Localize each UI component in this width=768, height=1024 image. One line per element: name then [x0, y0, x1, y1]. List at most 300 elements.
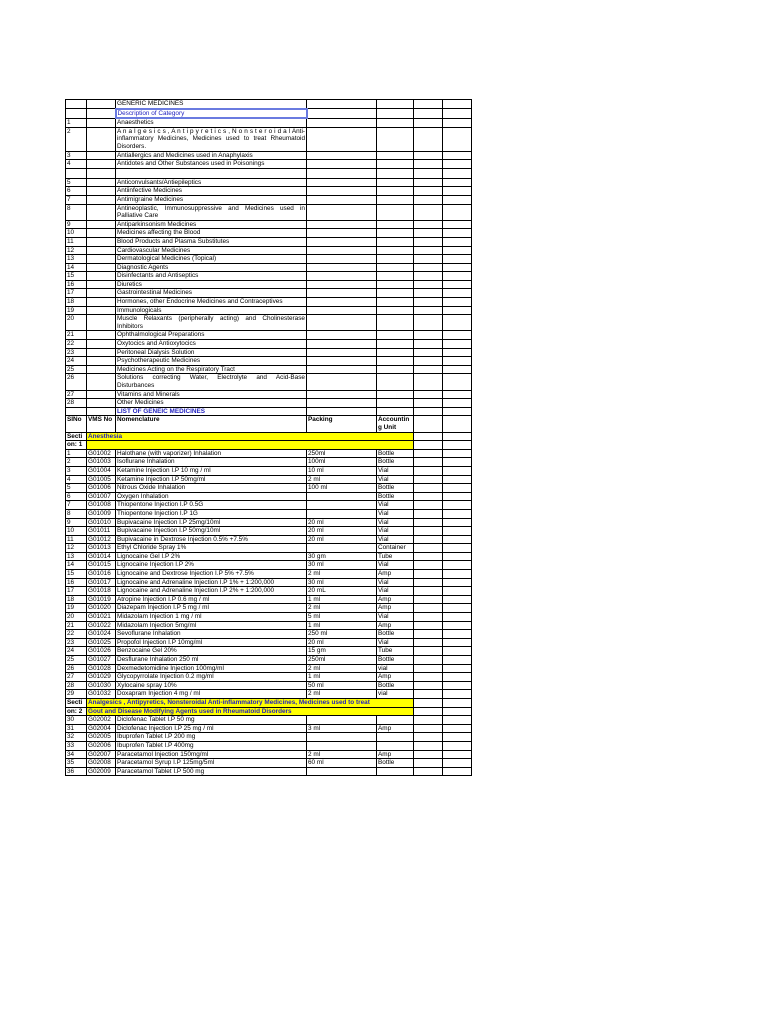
medicine-vms-no: G01004 — [87, 466, 116, 475]
cell — [87, 229, 116, 238]
medicine-row — [66, 759, 472, 768]
cell — [87, 255, 116, 264]
cell — [443, 492, 472, 501]
medicine-unit — [377, 716, 414, 725]
cell — [307, 229, 377, 238]
cell — [414, 306, 443, 315]
medicine-unit: Bottle — [377, 681, 414, 690]
medicine-row — [66, 741, 472, 750]
category-row — [66, 220, 472, 229]
category-number: 8 — [66, 204, 87, 220]
cell — [87, 118, 116, 127]
section-label-bottom: on: 2 — [66, 707, 87, 716]
cell — [377, 298, 414, 307]
category-name: Vitamins and Minerals — [116, 390, 307, 399]
category-number: 10 — [66, 229, 87, 238]
cell — [414, 707, 443, 716]
cell — [414, 595, 443, 604]
medicine-vms-no: G01013 — [87, 544, 116, 553]
medicine-nomenclature: Midazolam Injection 1 mg / ml — [116, 613, 307, 622]
cell — [66, 109, 87, 119]
cell — [443, 733, 472, 742]
category-name: A n a l g e s i c s , A n t i p y r e t i c s , N o n s t e r o i d a l Anti-inflammatory Medicines, Medicines used to treat Rheumatoid Disorders. — [117, 127, 305, 150]
medicine-row — [66, 595, 472, 604]
category-row — [66, 118, 472, 127]
medicine-row — [66, 570, 472, 579]
medicine-packing: 5 ml — [307, 613, 377, 622]
cell — [377, 246, 414, 255]
list-heading: LIST OF GENEIC MEDICINES — [116, 407, 307, 416]
medicine-packing: 100ml — [307, 458, 377, 467]
cell — [414, 458, 443, 467]
category-name: Blood Products and Plasma Substitutes — [116, 237, 307, 246]
cell — [377, 348, 414, 357]
cell — [443, 187, 472, 196]
cell — [87, 178, 116, 187]
cell — [87, 289, 116, 298]
cell — [87, 246, 116, 255]
cell — [87, 348, 116, 357]
category-row — [66, 399, 472, 408]
cell — [414, 298, 443, 307]
cell — [443, 724, 472, 733]
medicine-nomenclature: Sevoflurane Inhalation — [116, 630, 307, 639]
cell — [443, 458, 472, 467]
medicine-unit: Container — [377, 544, 414, 553]
cell — [443, 767, 472, 776]
category-number: 16 — [66, 280, 87, 289]
category-row — [66, 280, 472, 289]
cell — [443, 630, 472, 639]
cell — [443, 306, 472, 315]
medicine-sino: 5 — [66, 484, 87, 493]
cell — [443, 280, 472, 289]
cell — [414, 246, 443, 255]
medicine-nomenclature: Paracetamol Injection 150mg/ml — [116, 750, 307, 759]
medicine-nomenclature: Diclofenac Injection I.P 25 mg / ml — [116, 724, 307, 733]
cell — [443, 109, 472, 119]
medicine-vms-no: G01018 — [87, 587, 116, 596]
cell — [307, 255, 377, 264]
cell — [414, 365, 443, 374]
cell — [377, 331, 414, 340]
cell — [443, 315, 472, 331]
cell — [443, 348, 472, 357]
cell — [414, 664, 443, 673]
cell — [414, 767, 443, 776]
medicine-vms-no: G01015 — [87, 561, 116, 570]
cell — [443, 750, 472, 759]
cell — [307, 178, 377, 187]
cell — [414, 681, 443, 690]
medicine-unit: Vial — [377, 613, 414, 622]
cell — [414, 187, 443, 196]
category-row — [66, 178, 472, 187]
cell — [443, 664, 472, 673]
medicine-unit: Vial — [377, 587, 414, 596]
cell — [377, 390, 414, 399]
medicine-unit: Bottle — [377, 484, 414, 493]
cell — [443, 246, 472, 255]
medicine-unit: Bottle — [377, 759, 414, 768]
cell — [377, 306, 414, 315]
cell — [377, 195, 414, 204]
category-row — [66, 127, 472, 151]
cell — [443, 613, 472, 622]
medicine-packing: 2 ml — [307, 475, 377, 484]
cell — [414, 229, 443, 238]
cell — [414, 475, 443, 484]
medicine-nomenclature: Thiopentone Injection I.P 0.5G — [116, 501, 307, 510]
cell — [414, 690, 443, 699]
category-name: Medicines affecting the Blood — [116, 229, 307, 238]
cell — [414, 118, 443, 127]
medicine-nomenclature: Lignocaine and Adrenaline Injection I.P 1% + 1:200,000 — [116, 578, 307, 587]
cell — [307, 109, 377, 119]
cell — [443, 229, 472, 238]
category-name: Antineoplastic, Immunosuppressive and Medicines used in Palliative Care — [117, 204, 305, 220]
cell — [414, 527, 443, 536]
cell — [414, 280, 443, 289]
medicine-sino: 2 — [66, 458, 87, 467]
col-nomenclature: Nomenclature — [116, 416, 307, 432]
cell — [414, 127, 443, 151]
cell — [414, 204, 443, 220]
section-subtitle-row — [66, 441, 472, 450]
category-name: Medicines Acting on the Respiratory Tract — [116, 365, 307, 374]
header-row — [66, 100, 472, 109]
cell — [377, 272, 414, 281]
category-name: Cardiovascular Medicines — [116, 246, 307, 255]
medicine-vms-no: G01003 — [87, 458, 116, 467]
medicine-sino: 14 — [66, 561, 87, 570]
cell — [87, 237, 116, 246]
medicine-packing: 20 ml — [307, 638, 377, 647]
category-heading: Description of Category — [116, 109, 307, 119]
cell — [377, 280, 414, 289]
medicine-nomenclature: Diazepam Injection I.P 5 mg / ml — [116, 604, 307, 613]
cell — [443, 340, 472, 349]
cell — [87, 195, 116, 204]
medicine-row — [66, 690, 472, 699]
cell — [414, 237, 443, 246]
cell — [443, 527, 472, 536]
medicine-unit — [377, 741, 414, 750]
medicine-vms-no: G01014 — [87, 552, 116, 561]
cell — [377, 407, 414, 416]
medicine-vms-no: G01007 — [87, 492, 116, 501]
category-number: 9 — [66, 220, 87, 229]
medicine-nomenclature: Glycopyrrolate Injection 0.2 mg/ml — [116, 673, 307, 682]
category-number: 5 — [66, 178, 87, 187]
medicine-packing: 2 ml — [307, 750, 377, 759]
cell — [443, 204, 472, 220]
category-name: Antimigraine Medicines — [116, 195, 307, 204]
medicine-nomenclature: Benzocaine Gel 20% — [116, 647, 307, 656]
medicine-unit: vial — [377, 664, 414, 673]
cell — [414, 160, 443, 169]
cell — [414, 441, 443, 450]
cell — [414, 647, 443, 656]
medicine-vms-no: G01024 — [87, 630, 116, 639]
medicine-sino: 24 — [66, 647, 87, 656]
category-name: Psychotherapeutic Medicines — [116, 357, 307, 366]
medicine-packing: 10 ml — [307, 466, 377, 475]
medicine-vms-no: G01005 — [87, 475, 116, 484]
category-row — [66, 160, 472, 169]
medicine-unit: Tube — [377, 552, 414, 561]
category-number: 25 — [66, 365, 87, 374]
cell — [414, 331, 443, 340]
col-sino: SINo — [66, 416, 87, 432]
cell — [377, 168, 414, 178]
medicine-row — [66, 647, 472, 656]
medicine-row — [66, 767, 472, 776]
cell — [443, 535, 472, 544]
section-subtitle — [87, 441, 414, 450]
cell — [307, 331, 377, 340]
medicine-vms-no: G01019 — [87, 595, 116, 604]
cell — [87, 399, 116, 408]
medicine-unit: Tube — [377, 647, 414, 656]
medicine-sino: 12 — [66, 544, 87, 553]
medicine-packing: 30 gm — [307, 552, 377, 561]
medicine-nomenclature: Desflurane Inhalation 250 ml — [116, 656, 307, 665]
cell — [307, 340, 377, 349]
cell — [443, 331, 472, 340]
medicine-packing: 1 ml — [307, 673, 377, 682]
cell — [87, 315, 116, 331]
medicine-sino: 21 — [66, 621, 87, 630]
cell — [414, 289, 443, 298]
medicine-packing: 30 ml — [307, 561, 377, 570]
category-name: Antidotes and Other Substances used in Poisonings — [116, 160, 307, 169]
cell — [414, 561, 443, 570]
cell — [87, 151, 116, 160]
medicine-vms-no: G02006 — [87, 741, 116, 750]
cell — [414, 501, 443, 510]
cell — [307, 357, 377, 366]
medicine-row — [66, 656, 472, 665]
medicine-packing — [307, 767, 377, 776]
category-row — [66, 187, 472, 196]
cell — [87, 272, 116, 281]
medicine-sino: 36 — [66, 767, 87, 776]
cell — [414, 492, 443, 501]
cell — [87, 390, 116, 399]
category-name: Antiparkinsonism Medicines — [116, 220, 307, 229]
medicine-vms-no: G01008 — [87, 501, 116, 510]
medicine-vms-no: G01028 — [87, 664, 116, 673]
cell — [87, 160, 116, 169]
category-name: Oxytocics and Antioxytocics — [116, 340, 307, 349]
medicine-sino: 27 — [66, 673, 87, 682]
cell — [414, 621, 443, 630]
list-heading-row — [66, 407, 472, 416]
medicine-nomenclature: Oxygen Inhalation — [116, 492, 307, 501]
medicine-unit: Vial — [377, 535, 414, 544]
cell — [414, 673, 443, 682]
cell — [377, 315, 414, 331]
cell — [414, 449, 443, 458]
medicine-vms-no: G02007 — [87, 750, 116, 759]
medicine-row — [66, 484, 472, 493]
medicine-sino: 6 — [66, 492, 87, 501]
category-row — [66, 237, 472, 246]
category-row — [66, 331, 472, 340]
cell — [443, 298, 472, 307]
category-row — [66, 195, 472, 204]
cell — [414, 587, 443, 596]
medicine-sino: 13 — [66, 552, 87, 561]
medicine-vms-no: G02002 — [87, 716, 116, 725]
cell — [377, 204, 414, 220]
medicine-vms-no: G01020 — [87, 604, 116, 613]
cell — [414, 315, 443, 331]
section-label-bottom: on: 1 — [66, 441, 87, 450]
medicine-row — [66, 664, 472, 673]
cell — [443, 441, 472, 450]
cell — [307, 195, 377, 204]
cell — [87, 340, 116, 349]
medicine-unit: Amp — [377, 570, 414, 579]
medicine-packing: 2 ml — [307, 604, 377, 613]
cell — [443, 656, 472, 665]
cell — [443, 160, 472, 169]
cell — [307, 151, 377, 160]
cell — [414, 432, 443, 441]
medicine-nomenclature: Midazolam Injection 5mg/ml — [116, 621, 307, 630]
category-row — [66, 272, 472, 281]
medicine-row — [66, 492, 472, 501]
medicine-sino: 7 — [66, 501, 87, 510]
medicine-sino: 30 — [66, 716, 87, 725]
cell — [414, 263, 443, 272]
medicine-unit: Amp — [377, 724, 414, 733]
category-row — [66, 306, 472, 315]
medicine-sino: 29 — [66, 690, 87, 699]
cell — [443, 466, 472, 475]
medicine-nomenclature: Thiopentone Injection I.P 1G — [116, 509, 307, 518]
category-number: 14 — [66, 263, 87, 272]
category-name: Antiinfective Medicines — [116, 187, 307, 196]
medicine-sino: 32 — [66, 733, 87, 742]
medicine-row — [66, 716, 472, 725]
cell — [87, 187, 116, 196]
cell — [443, 416, 472, 432]
medicine-nomenclature: Doxapram Injection 4 mg / ml — [116, 690, 307, 699]
medicine-unit: vial — [377, 690, 414, 699]
medicine-sino: 18 — [66, 595, 87, 604]
cell — [377, 220, 414, 229]
medicine-unit: Vial — [377, 475, 414, 484]
cell — [377, 127, 414, 151]
medicine-vms-no: G01012 — [87, 535, 116, 544]
cell — [443, 407, 472, 416]
category-number: 24 — [66, 357, 87, 366]
category-number: 26 — [66, 374, 87, 390]
medicine-nomenclature: Nitrous Oxide Inhalation — [116, 484, 307, 493]
cell — [443, 178, 472, 187]
cell — [414, 484, 443, 493]
category-name: Other Medicines — [116, 399, 307, 408]
medicine-sino: 19 — [66, 604, 87, 613]
cell — [414, 178, 443, 187]
cell — [307, 407, 377, 416]
cell — [87, 357, 116, 366]
cell — [414, 109, 443, 119]
cell — [414, 348, 443, 357]
medicine-packing — [307, 716, 377, 725]
medicine-nomenclature: Paracetamol Syrup I.P 125mg/5ml — [116, 759, 307, 768]
category-name: Dermatological Medicines (Topical) — [116, 255, 307, 264]
medicine-packing: 20 ml — [307, 535, 377, 544]
medicine-sheet — [65, 99, 472, 776]
cell — [443, 100, 472, 109]
category-row — [66, 151, 472, 160]
medicine-nomenclature: Isoflurane Inhalation — [116, 458, 307, 467]
cell — [414, 544, 443, 553]
medicine-packing: 3 ml — [307, 724, 377, 733]
cell — [414, 578, 443, 587]
cell — [414, 741, 443, 750]
medicine-vms-no: G01025 — [87, 638, 116, 647]
medicine-nomenclature: Lignocaine and Dextrose Injection I.P 5% +7.5% — [116, 570, 307, 579]
medicine-packing — [307, 501, 377, 510]
medicine-row — [66, 449, 472, 458]
category-name: Diagnostic Agents — [116, 263, 307, 272]
cell — [307, 374, 377, 390]
medicine-row — [66, 750, 472, 759]
cell — [87, 298, 116, 307]
medicine-row — [66, 475, 472, 484]
medicine-sino: 8 — [66, 509, 87, 518]
medicine-vms-no: G01029 — [87, 673, 116, 682]
medicine-packing: 1 ml — [307, 595, 377, 604]
category-number: 11 — [66, 237, 87, 246]
medicine-sino: 16 — [66, 578, 87, 587]
category-number: 4 — [66, 160, 87, 169]
medicine-packing: 250ml — [307, 449, 377, 458]
medicine-unit: Bottle — [377, 492, 414, 501]
cell — [414, 630, 443, 639]
cell — [443, 570, 472, 579]
medicine-vms-no: G01027 — [87, 656, 116, 665]
cell — [87, 100, 116, 109]
medicine-nomenclature: Bupivacaine in Dextrose Injection 0.5% +7.5% — [116, 535, 307, 544]
category-number: 22 — [66, 340, 87, 349]
cell — [443, 707, 472, 716]
medicine-unit: Vial — [377, 509, 414, 518]
cell — [307, 168, 377, 178]
cell — [443, 647, 472, 656]
cell — [87, 127, 116, 151]
cell — [87, 109, 116, 119]
medicine-packing: 20 ml — [307, 527, 377, 536]
category-name: Immunologicals — [116, 306, 307, 315]
category-number: 20 — [66, 315, 87, 331]
cell — [377, 118, 414, 127]
cell — [414, 518, 443, 527]
category-row — [66, 204, 472, 220]
medicine-unit: Bottle — [377, 630, 414, 639]
medicine-row — [66, 501, 472, 510]
medicine-row — [66, 681, 472, 690]
cell — [443, 578, 472, 587]
category-number: 21 — [66, 331, 87, 340]
category-row — [66, 289, 472, 298]
medicine-unit: Vial — [377, 466, 414, 475]
